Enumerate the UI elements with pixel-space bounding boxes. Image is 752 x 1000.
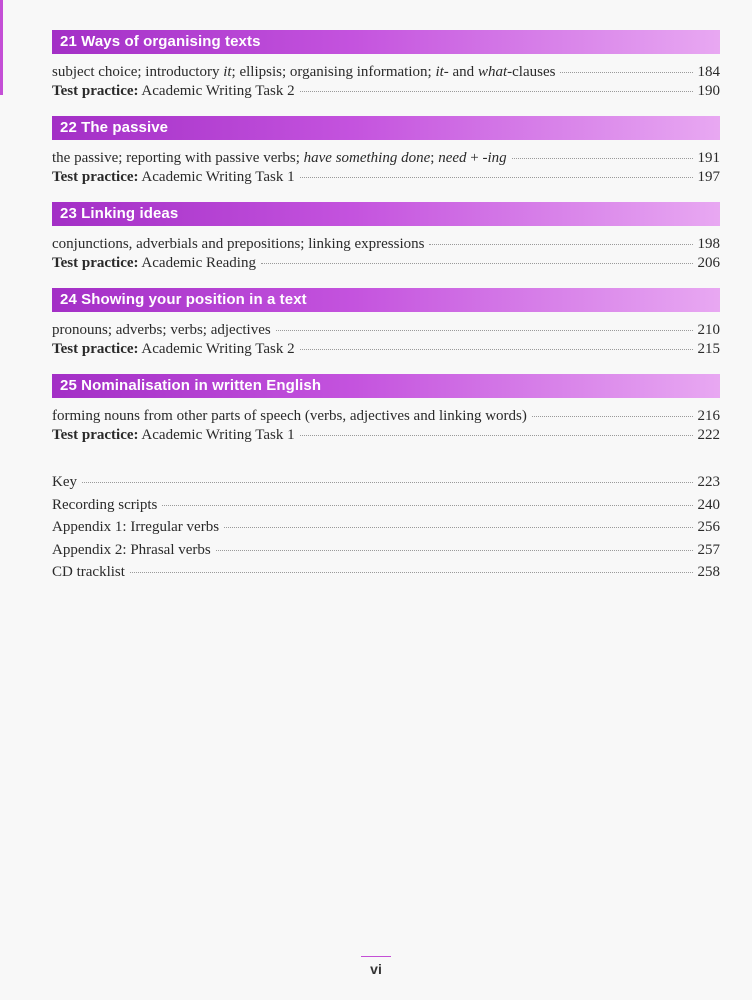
- entry-page-number: 197: [697, 169, 720, 185]
- back-matter-entry[interactable]: [52, 561, 720, 583]
- entry-text: [52, 235, 424, 254]
- page-number: vi: [370, 961, 382, 977]
- entry-text: [52, 321, 271, 340]
- unit-section: [52, 30, 720, 101]
- entry-label-bold: Test practice:: [52, 169, 139, 185]
- dot-leader: [429, 244, 692, 245]
- entry-page-number: 258: [697, 564, 720, 580]
- entry-page-number: 210: [697, 322, 720, 338]
- entry-page-number: 198: [697, 236, 720, 252]
- entry-text: Appendix 2: Phrasal verbs: [52, 541, 211, 558]
- entry-italic: have something done: [303, 150, 431, 166]
- toc-entry[interactable]: [52, 82, 720, 101]
- toc-entry[interactable]: [52, 321, 720, 340]
- unit-entries: [52, 54, 720, 101]
- dot-leader: [300, 91, 693, 92]
- toc-entry[interactable]: [52, 407, 720, 426]
- entry-page-number: 223: [697, 474, 720, 490]
- toc-entry[interactable]: [52, 426, 720, 445]
- entry-page-number: 216: [697, 408, 720, 424]
- entry-page-number: 190: [697, 83, 720, 99]
- entry-page-number: 191: [697, 150, 720, 166]
- dot-leader: [300, 349, 693, 350]
- entry-text: Key: [52, 474, 77, 490]
- unit-section: [52, 116, 720, 187]
- entry-text: Recording scripts: [52, 496, 158, 513]
- unit-title[interactable]: 23 Linking ideas: [52, 202, 720, 226]
- page-footer: [0, 956, 752, 977]
- unit-title[interactable]: 25 Nominalisation in written English: [52, 374, 720, 398]
- back-matter-entry[interactable]: [52, 516, 720, 538]
- unit-entries: [52, 398, 720, 445]
- dot-leader: [261, 263, 693, 264]
- unit-section: [52, 374, 720, 445]
- entry-text: [52, 407, 527, 426]
- entry-text: Appendix 1: Irregular verbs: [52, 519, 220, 535]
- footer-rule: [361, 956, 391, 957]
- entry-italic: -ing: [482, 150, 507, 166]
- entry-label-bold: Test practice:: [52, 83, 139, 99]
- dot-leader: [512, 158, 693, 159]
- toc-entry[interactable]: [52, 149, 720, 168]
- entry-page-number: 215: [697, 341, 720, 357]
- unit-entries: [52, 226, 720, 273]
- entry-text: [52, 168, 295, 187]
- entry-text: [52, 149, 507, 168]
- unit-title[interactable]: 21 Ways of organising texts: [52, 30, 720, 54]
- entry-italic: need: [438, 150, 467, 166]
- units-list: [52, 30, 720, 445]
- dot-leader: [276, 330, 693, 331]
- unit-entries: [52, 312, 720, 359]
- dot-leader: [532, 416, 693, 417]
- dot-leader: [560, 72, 692, 73]
- unit-title[interactable]: 24 Showing your position in a text: [52, 288, 720, 312]
- dot-leader: [162, 505, 692, 506]
- toc-entry[interactable]: [52, 254, 720, 273]
- entry-page-number: 206: [697, 255, 720, 271]
- unit-entries: [52, 140, 720, 187]
- entry-part: pronouns; adverbs; verbs; adjectives: [52, 322, 271, 338]
- unit-section: [52, 288, 720, 359]
- entry-part: Academic Writing Task 1: [138, 169, 295, 185]
- entry-page-number: 222: [697, 427, 720, 443]
- entry-page-number: 256: [697, 519, 720, 535]
- entry-text: [52, 340, 295, 359]
- toc-entry[interactable]: [52, 235, 720, 254]
- entry-part: forming nouns from other parts of speech (verbs, adjectives and linking words): [52, 408, 527, 424]
- back-matter-entry[interactable]: [52, 539, 720, 561]
- unit-title[interactable]: 22 The passive: [52, 116, 720, 140]
- entry-page-number: 240: [697, 496, 720, 513]
- entry-part: Academic Writing Task 1: [138, 427, 295, 443]
- entry-part: ; ellipsis; organising information;: [231, 64, 436, 80]
- back-matter-entry[interactable]: [52, 494, 720, 516]
- entry-page-number: 257: [697, 541, 720, 558]
- entry-part: Academic Reading: [138, 255, 256, 271]
- toc-entry[interactable]: [52, 168, 720, 187]
- entry-part: ;: [430, 150, 439, 166]
- back-matter-list: [52, 471, 720, 583]
- entry-text: [52, 63, 555, 82]
- entry-italic: it: [223, 64, 232, 80]
- dot-leader: [216, 550, 693, 551]
- entry-part: +: [466, 150, 483, 166]
- back-matter-entry[interactable]: [52, 471, 720, 493]
- entry-text: [52, 254, 256, 273]
- entry-part: subject choice; introductory: [52, 64, 224, 80]
- entry-part: Academic Writing Task 2: [138, 341, 295, 357]
- toc-entry[interactable]: [52, 63, 720, 82]
- unit-section: [52, 202, 720, 273]
- entry-part: conjunctions, adverbials and prepositions; linking expressions: [52, 236, 425, 252]
- entry-label-bold: Test practice:: [52, 427, 139, 443]
- entry-label-bold: Test practice:: [52, 341, 139, 357]
- toc-entry[interactable]: [52, 340, 720, 359]
- dot-leader: [300, 177, 693, 178]
- entry-text: [52, 426, 295, 445]
- entry-part: -clauses: [507, 64, 556, 80]
- entry-part: the passive; reporting with passive verbs;: [52, 150, 304, 166]
- entry-label-bold: Test practice:: [52, 255, 139, 271]
- entry-part: Academic Writing Task 2: [138, 83, 295, 99]
- page-edge-mark: [0, 0, 3, 95]
- dot-leader: [300, 435, 693, 436]
- entry-italic: it: [435, 64, 444, 80]
- dot-leader: [130, 572, 693, 573]
- dot-leader: [224, 527, 692, 528]
- entry-page-number: 184: [697, 64, 720, 80]
- entry-text: CD tracklist: [52, 564, 125, 580]
- entry-italic: what: [477, 64, 508, 80]
- table-of-contents: [52, 30, 720, 584]
- dot-leader: [82, 482, 693, 483]
- entry-text: [52, 82, 295, 101]
- entry-part: - and: [443, 64, 478, 80]
